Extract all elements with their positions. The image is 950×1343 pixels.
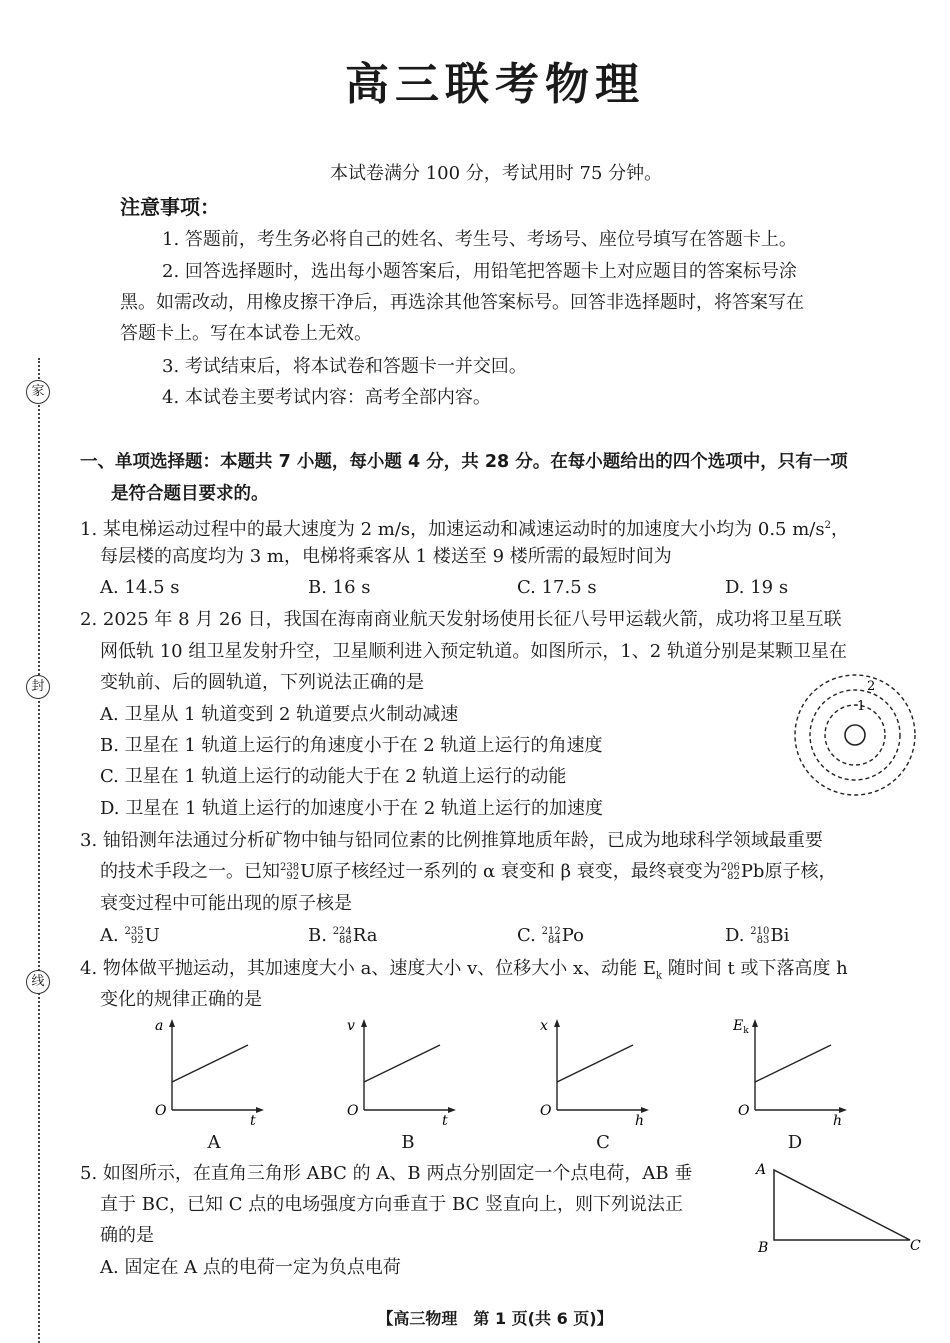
notice-line-2: 2. 回答选择题时，选出每小题答案后，用铅笔把答题卡上对应题目的答案标号涂 <box>162 261 797 282</box>
orbit-label-2: 2 <box>867 679 876 694</box>
page-title: 高三联考物理 <box>345 59 645 110</box>
graph-c-label: C <box>596 1132 610 1153</box>
orbit-outer <box>795 675 915 795</box>
graph-b-origin: O <box>347 1103 359 1119</box>
orbit-label-1: 1 <box>857 699 866 714</box>
graph-a-origin: O <box>155 1103 167 1119</box>
graph-b-xlabel: t <box>442 1113 448 1129</box>
graph-a-line <box>172 1045 248 1082</box>
q2-line-3: 变轨前、后的圆轨道，下列说法正确的是 <box>100 672 424 693</box>
binding-dotted-line <box>38 358 40 1343</box>
graph-d-label: D <box>787 1132 803 1153</box>
q2-option-b: B. 卫星在 1 轨道上运行的角速度小于在 2 轨道上运行的角速度 <box>100 735 603 756</box>
graph-c-y-arrow <box>554 1019 560 1027</box>
q3-option-b: B. 224 88Ra <box>308 925 378 946</box>
graph-b-ylabel: v <box>347 1018 355 1034</box>
q3-option-a: A. 235 92U <box>100 925 160 946</box>
q1-option-c: C. 17.5 s <box>517 577 597 598</box>
q1-line-2: 每层楼的高度均为 3 m，电梯将乘客从 1 楼送至 9 楼所需的最短时间为 <box>100 546 672 567</box>
orbit-figure <box>790 670 925 805</box>
graph-c-line <box>557 1045 633 1082</box>
graph-c-xlabel: h <box>635 1113 645 1129</box>
notice-heading: 注意事项： <box>120 195 220 219</box>
q1-option-a: A. 14.5 s <box>100 577 180 598</box>
graph-b-x-arrow <box>448 1107 456 1113</box>
q3-line-2: 的技术手段之一。已知238 92U原子核经过一系列的 α 衰变和 β 衰变，最终衰变为206 82Pb原子核， <box>100 861 837 882</box>
page-footer: 【高三物理 第 1 页(共 6 页)】 <box>377 1309 613 1328</box>
binding-mark-1: 家 <box>26 380 50 404</box>
graph-c <box>535 1015 655 1130</box>
q1-option-d: D. 19 s <box>725 577 789 598</box>
q2-option-c: C. 卫星在 1 轨道上运行的动能大于在 2 轨道上运行的动能 <box>100 766 567 787</box>
graph-a-label: A <box>207 1132 221 1153</box>
graph-d-ylabel: $E_k$ <box>733 1018 749 1036</box>
notice-line-4: 答题卡上。写在本试卷上无效。 <box>120 323 372 344</box>
notice-line-6: 4. 本试卷主要考试内容：高考全部内容。 <box>162 387 491 408</box>
orbit-1 <box>825 705 885 765</box>
vertex-c: C <box>910 1238 921 1254</box>
q5-line-2: 直于 BC，已知 C 点的电场强度方向垂直于 BC 竖直向上，则下列说法正 <box>100 1194 684 1215</box>
graph-c-ylabel: x <box>540 1018 548 1034</box>
binding-mark-3: 线 <box>26 970 50 994</box>
notice-line-3: 黑。如需改动，用橡皮擦干净后，再选涂其他答案标号。回答非选择题时，将答案写在 <box>120 292 804 313</box>
graph-c-origin: O <box>540 1103 552 1119</box>
q5-option-a: A. 固定在 A 点的电荷一定为负点电荷 <box>100 1257 401 1278</box>
q3-line-3: 衰变过程中可能出现的原子核是 <box>100 893 352 914</box>
graph-a-y-arrow <box>169 1019 175 1027</box>
notice-line-1: 1. 答题前，考生务必将自己的姓名、考生号、考场号、座位号填写在答题卡上。 <box>162 229 797 250</box>
q1-option-b: B. 16 s <box>308 577 371 598</box>
graph-a-xlabel: t <box>250 1113 256 1129</box>
graph-b-y-arrow <box>361 1019 367 1027</box>
q2-line-2: 网低轨 10 组卫星发射升空，卫星顺利进入预定轨道。如图所示，1、2 轨道分别是某颗卫星在 <box>100 641 847 662</box>
triangle-figure <box>752 1158 932 1258</box>
section-heading-line-2: 是符合题目要求的。 <box>111 484 269 504</box>
graph-d-xlabel: h <box>833 1113 843 1129</box>
vertex-a: A <box>756 1162 767 1178</box>
vertex-b: B <box>758 1240 769 1256</box>
q5-line-3: 确的是 <box>100 1225 154 1246</box>
q4-line-2: 变化的规律正确的是 <box>100 989 262 1010</box>
binding-mark-2: 封 <box>26 675 50 699</box>
graph-d-origin: O <box>738 1103 750 1119</box>
section-heading-line-1: 一、单项选择题：本题共 7 小题，每小题 4 分，共 28 分。在每小题给出的四个选项中，只有一项 <box>80 452 848 472</box>
q4-line-1: 4. 物体做平抛运动，其加速度大小 a、速度大小 v、位移大小 x、动能 $E_k$ 随时间 t 或下落高度 h <box>80 958 848 982</box>
graph-b <box>342 1015 462 1130</box>
graph-b-label: B <box>401 1132 415 1153</box>
q3-option-d: D. 210 83Bi <box>725 925 790 946</box>
graph-a-ylabel: a <box>155 1018 164 1034</box>
q3-line-1: 3. 铀铅测年法通过分析矿物中铀与铅同位素的比例推算地质年龄，已成为地球科学领域最重要 <box>80 830 823 851</box>
orbit-2 <box>810 690 900 780</box>
graph-a <box>150 1015 270 1130</box>
q2-line-1: 2. 2025 年 8 月 26 日，我国在海南商业航天发射场使用长征八号甲运载火箭，成功将卫星互联 <box>80 609 842 630</box>
triangle-abc <box>774 1170 910 1240</box>
graph-a-x-arrow <box>256 1107 264 1113</box>
notice-line-5: 3. 考试结束后，将本试卷和答题卡一并交回。 <box>162 356 527 377</box>
planet <box>845 725 865 745</box>
q2-option-d: D. 卫星在 1 轨道上运行的加速度小于在 2 轨道上运行的加速度 <box>100 798 604 819</box>
graph-d-line <box>755 1045 831 1082</box>
q1-line-1: 1. 某电梯运动过程中的最大速度为 2 m/s，加速运动和减速运动时的加速度大小均为 0.5 $m/s^2$， <box>80 519 849 540</box>
q3-option-c: C. 212 84Po <box>517 925 584 946</box>
q2-option-a: A. 卫星从 1 轨道变到 2 轨道要点火制动减速 <box>100 704 459 725</box>
graph-d <box>733 1015 858 1130</box>
exam-info: 本试卷满分 100 分，考试用时 75 分钟。 <box>330 163 663 184</box>
q5-line-1: 5. 如图所示，在直角三角形 ABC 的 A、B 两点分别固定一个点电荷，AB 垂 <box>80 1163 693 1184</box>
graph-b-line <box>364 1045 440 1082</box>
graph-d-y-arrow <box>752 1019 758 1027</box>
